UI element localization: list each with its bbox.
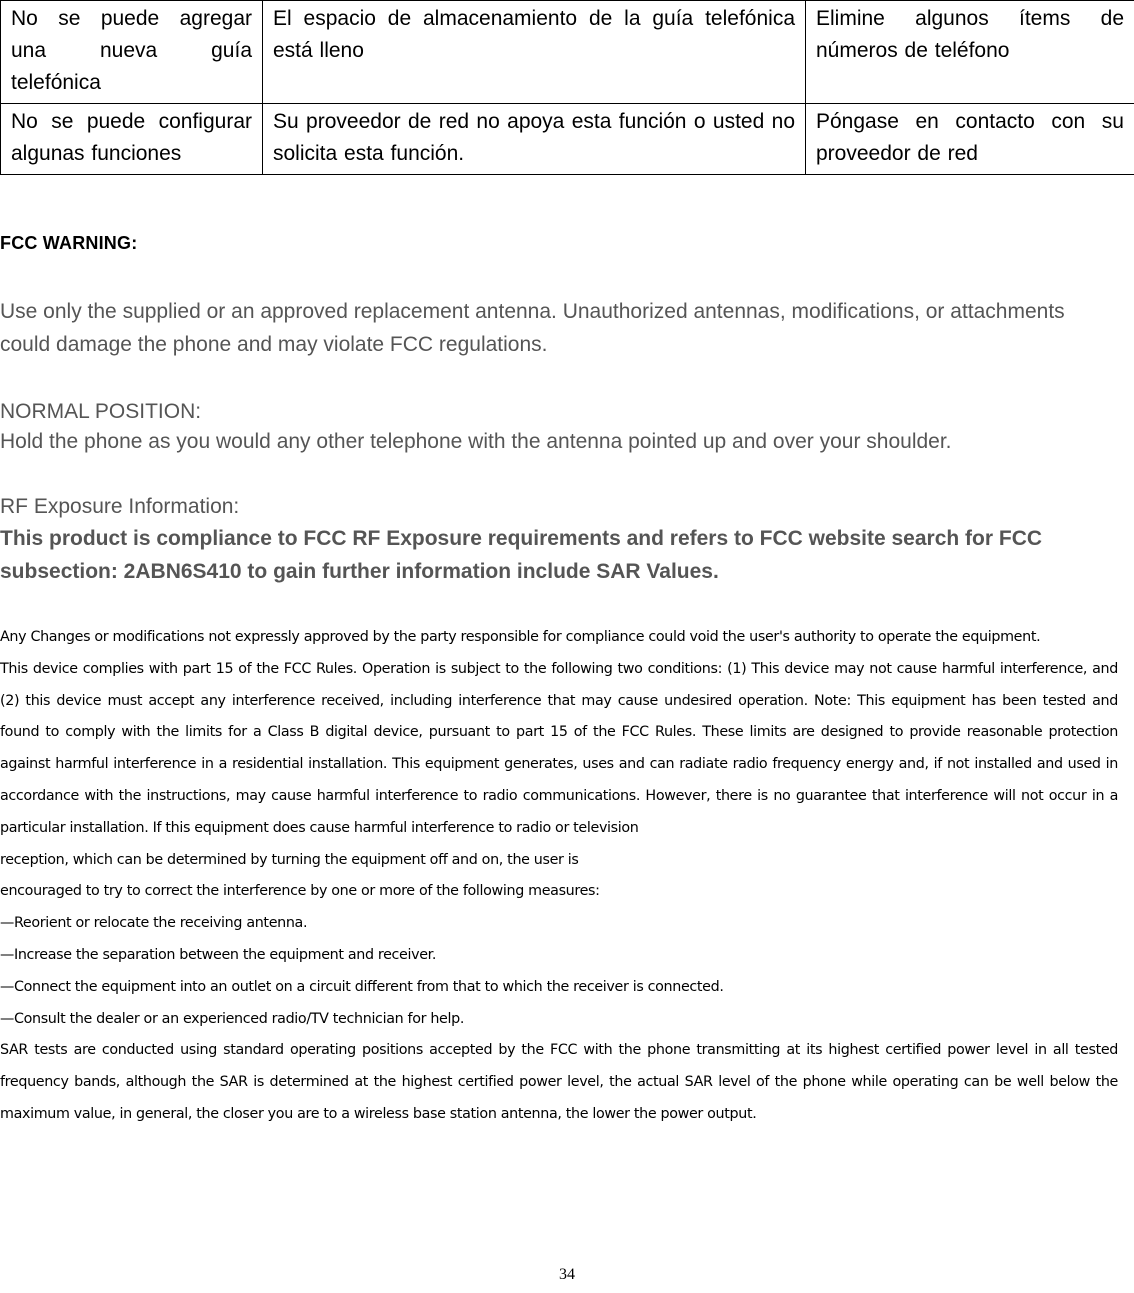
table-cell-solution: Póngase en contacto con su proveedor de red [806,104,1134,175]
reception-line: reception, which can be determined by turning the equipment off and on, the user is [0,851,579,868]
measure-item: —Increase the separation between the equipment and receiver. [0,946,437,963]
antenna-paragraph: Use only the supplied or an approved replacement antenna. Unauthorized antennas, modifications, or attachments could damage the phone and may violate FCC regulations. [0,300,1065,356]
modifications-paragraph: Any Changes or modifications not expressly approved by the party responsible for compliance could void the user's authority to operate the equipment. [0,629,1041,645]
table-cell-cause: Su proveedor de red no apoya esta función o usted no solicita esta función. [263,104,806,175]
sar-paragraph: SAR tests are conducted using standard operating positions accepted by the FCC with the phone transmitting at its highest certified power level in all tested frequency bands, although the SAR is determined at the highest certified power level, the actual SAR level of the phone while operating can be well below the maximum value, in general, the closer you are to a wireless base station antenna, the lower the power output. [0,1042,1118,1122]
measure-item: —Connect the equipment into an outlet on a circuit different from that to which the receiver is connected. [0,978,724,995]
rf-exposure-statement: This product is compliance to FCC RF Exposure requirements and refers to FCC website search for FCC subsection: 2ABN6S410 to gain further information include SAR Values. [0,527,1043,583]
compliance-section [0,622,1118,1131]
table-cell-problem: No se puede configurar algunas funciones [1,104,263,175]
measure-item: —Reorient or relocate the receiving antenna. [0,915,308,932]
measure-item: —Consult the dealer or an experienced radio/TV technician for help. [0,1010,465,1027]
part15-paragraph: This device complies with part 15 of the FCC Rules. Operation is subject to the following two conditions: (1) This device may not cause harmful interference, and (2) this device must accept any interference received, including interference that may cause undesired operation. Note: This equipment has been tested and found to comply with the limits for a Class B digital device, pursuant to part 15 of the FCC Rules. These limits are designed to provide reasonable protection against harmful interference in a residential installation. This equipment generates, uses and can radiate radio frequency energy and, if not installed and used in accordance with the instructions, may cause harmful interference to radio communications. However, there is no guarantee that interference will not occur in a particular installation. If this equipment does cause harmful interference to radio or television [0,660,1118,836]
normal-position-heading: NORMAL POSITION: [0,400,202,423]
table-cell-problem: No se puede agregar una nueva guía telefónica [1,1,263,104]
page-number: 34 [559,1266,575,1283]
rf-exposure-heading: RF Exposure Information: [0,495,240,518]
troubleshooting-table [0,0,1134,175]
normal-position-paragraph: Hold the phone as you would any other telephone with the antenna pointed up and over your shoulder. [0,430,952,453]
table-cell-cause: El espacio de almacenamiento de la guía telefónica está lleno [263,1,806,104]
encouraged-line: encouraged to try to correct the interference by one or more of the following measures: [0,883,600,900]
table-row [1,1,1134,104]
table-cell-solution: Elimine algunos ítems de números de teléfono [806,1,1134,104]
fcc-warning-heading: FCC WARNING: [0,233,138,253]
table-row [1,104,1134,175]
